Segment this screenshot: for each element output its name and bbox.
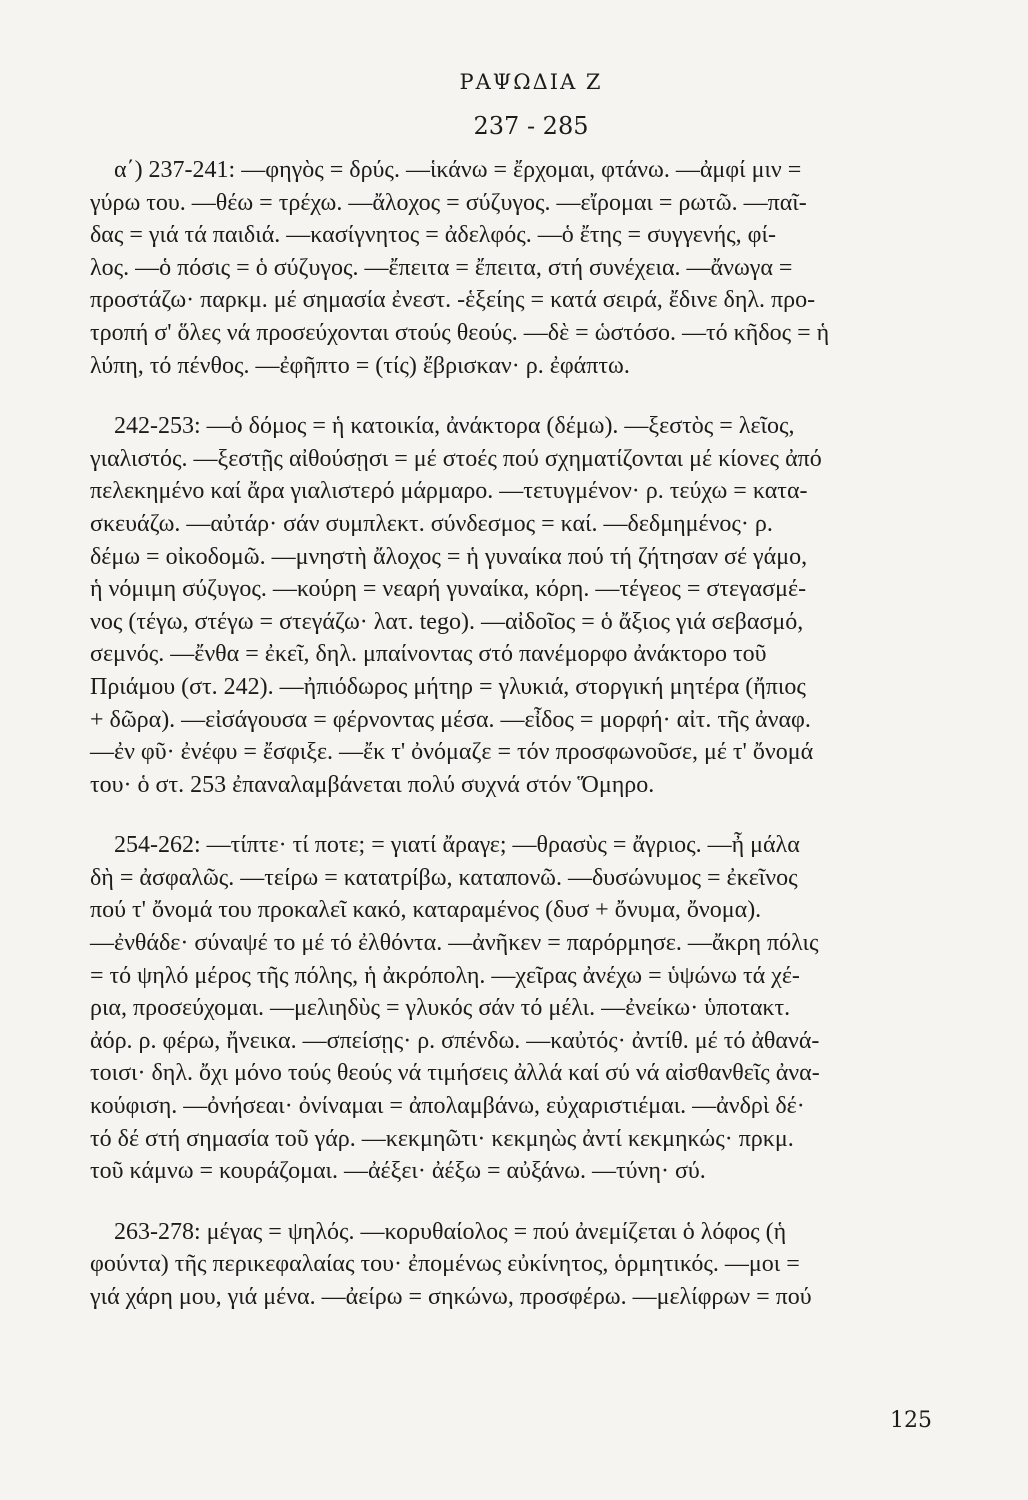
entry-line: δέμω = οἰκοδομῶ. —μνηστὴ ἄλοχος = ἡ γυναίκα πού τή ζήτησαν σέ γάμο,	[90, 543, 808, 570]
section-range: 237 - 285	[473, 112, 589, 140]
entry-line: —ἐν φῦ· ἐνέφυ = ἔσφιξε. —ἔκ τ' ὀνόμαζε = τόν προσφωνοῦσε, μέ τ' ὄνομά	[90, 739, 814, 766]
entry-line: —ἐνθάδε· σύναψέ το μέ τό ἐλθόντα. —ἀνῆκεν = παρόρμησε. —ἄκρη πόλις	[90, 930, 819, 957]
entry-line: προστάζω· παρκμ. μέ σημασία ἐνεστ. -ἑξείης = κατά σειρά, ἔδινε δηλ. προ-	[90, 287, 816, 314]
entry-line: λος. —ὁ πόσις = ὁ σύζυγος. —ἔπειτα = ἔπειτα, στή συνέχεια. —ἄνωγα =	[90, 254, 793, 281]
entry-line: κούφιση. —ὀνήσεαι· ὀνίναμαι = ἀπολαμβάνω, εὐχαριστιέμαι. —ἀνδρὶ δέ·	[90, 1093, 805, 1120]
entry-line: 242-253: —ὁ δόμος = ἡ κατοικία, ἀνάκτορα (δέμω). —ξεστὸς = λεῖος,	[114, 413, 795, 440]
entry-line: γιαλιστός. —ξεστῇς αἰθούσῃσι = μέ στοές πού σχηματίζονται μέ κίονες ἀπό	[90, 445, 822, 472]
entry-line: τοισι· δηλ. ὄχι μόνο τούς θεούς νά τιμήσεις ἀλλά καί σύ νά αἰσθανθεῖς ἀνα-	[90, 1060, 820, 1087]
running-title: ΡΑΨΩΔΙΑ Ζ	[459, 70, 603, 94]
entry-line: ρια, προσεύχομαι. —μελιηδὺς = γλυκός σάν τό μέλι. —ἐνείκω· ὑποτακτ.	[90, 995, 791, 1022]
entry-line: δὴ = ἀσφαλῶς. —τείρω = κατατρίβω, καταπονῶ. —δυσώνυμος = ἐκεῖνος	[90, 864, 798, 891]
entry-line: = τό ψηλό μέρος τῆς πόλης, ἡ ἀκρόπολη. —χεῖρας ἀνέχω = ὑψώνω τά χέ-	[90, 962, 800, 989]
entry-line: νος (τέγω, στέγω = στεγάζω· λατ. tego). —αἰδοῖος = ὁ ἄξιος γιά σεβασμό,	[90, 608, 804, 635]
commentary-entry-263-278	[90, 1216, 932, 1314]
commentary-entry-237-241	[90, 154, 932, 382]
entry-line: 254-262: —τίπτε· τί ποτε; = γιατί ἄραγε; —θρασὺς = ἄγριος. —ἦ μάλα	[114, 832, 800, 859]
commentary-entry-242-253	[90, 410, 932, 801]
entry-line: φούντα) τῆς περικεφαλαίας του· ἐπομένως εὐκίνητος, ὁρμητικός. —μοι =	[90, 1251, 800, 1278]
entry-line: Πριάμου (στ. 242). —ἠπιόδωρος μήτηρ = γλυκιά, στοργική μητέρα (ἤπιος	[90, 673, 806, 700]
entry-line: του· ὁ στ. 253 ἐπαναλαμβάνεται πολύ συχνά στόν Ὅμηρο.	[90, 771, 655, 798]
entry-line: σεμνός. —ἔνθα = ἐκεῖ, δηλ. μπαίνοντας στό πανέμορφο ἀνάκτορο τοῦ	[90, 641, 767, 668]
entry-line: τροπή σ' ὅλες νά προσεύχονται στούς θεούς. —δὲ = ὡστόσο. —τό κῆδος = ἡ	[90, 319, 830, 346]
entry-line: γιά χάρη μου, γιά μένα. —ἀείρω = σηκώνω, προσφέρω. —μελίφρων = πού	[90, 1284, 812, 1310]
commentary-entry-254-262	[90, 829, 932, 1188]
entry-line: 263-278: μέγας = ψηλός. —κορυθαίολος = πού ἀνεμίζεται ὁ λόφος (ἡ	[114, 1218, 787, 1245]
entry-line: πού τ' ὄνομά του προκαλεῖ κακό, καταραμένος (δυσ + ὄνυμα, ὄνομα).	[90, 897, 762, 924]
entry-line: τό δέ στή σημασία τοῦ γάρ. —κεκμηῶτι· κεκμηὼς ἀντί κεκμηκώς· πρκμ.	[90, 1125, 794, 1152]
entry-line: σκευάζω. —αὐτάρ· σάν συμπλεκτ. σύνδεσμος = καί. —δεδμημένος· ρ.	[90, 510, 773, 537]
entry-line: λύπη, τό πένθος. —ἐφῆπτο = (τίς) ἔβρισκαν· ρ. ἐφάπτω.	[90, 352, 630, 379]
entry-line: α΄) 237-241: —φηγὸς = δρύς. —ἱκάνω = ἔρχομαι, φτάνω. —ἀμφί μιν =	[114, 157, 802, 183]
entry-line: + δῶρα). —εἰσάγουσα = φέρνοντας μέσα. —εἶδος = μορφή· αἰτ. τῆς ἀναφ.	[90, 706, 811, 733]
entry-line: ἀόρ. ρ. φέρω, ἤνεικα. —σπείσῃς· ρ. σπένδω. —καὐτός· ἀντίθ. μέ τό ἀθανά-	[90, 1027, 820, 1054]
entry-line: τοῦ κάμνω = κουράζομαι. —ἀέξει· ἀέξω = αὐξάνω. —τύνη· σύ.	[90, 1158, 706, 1185]
entry-line: ἡ νόμιμη σύζυγος. —κούρη = νεαρή γυναίκα, κόρη. —τέγεος = στεγασμέ-	[90, 576, 807, 603]
entry-line: δας = γιά τά παιδιά. —κασίγνητος = ἀδελφός. —ὁ ἔτης = συγγενής, φί-	[90, 222, 776, 249]
entry-line: γύρω του. —θέω = τρέχω. —ἄλοχος = σύζυγος. —εἴρομαι = ρωτῶ. —παῖ-	[90, 189, 807, 216]
page-number: 125	[890, 1408, 932, 1433]
entry-line: πελεκημένο καί ἄρα γιαλιστερό μάρμαρο. —τετυγμένον· ρ. τεύχω = κατα-	[90, 478, 808, 505]
